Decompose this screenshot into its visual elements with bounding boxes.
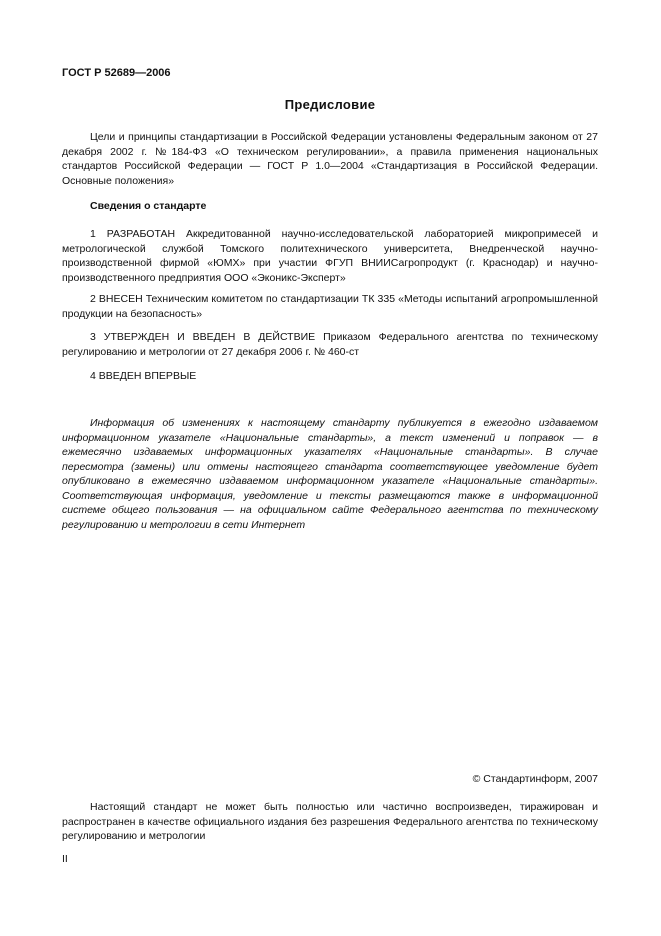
- document-code: ГОСТ Р 52689—2006: [62, 67, 171, 79]
- standard-info-item-2-text: 2 ВНЕСЕН Техническим комитетом по стандартизации ТК 335 «Методы испытаний агропромышленной продукции на безопасность»: [62, 293, 598, 320]
- page-title: Предисловие: [284, 97, 376, 112]
- copyright-line: © Стандартинформ, 2007: [472, 773, 598, 785]
- page-number: II: [62, 853, 68, 865]
- changes-info-notice-text: Информация об изменениях к настоящему стандарту публикуется в ежегодно издаваемом информационном указателе «Национальные стандарты», а текст изменений и поправок — в ежемесячно издаваемых информационных указателях «Национальные стандарты». В случае пересмотра (замены) или отмены настоящего стандарта соответствующее уведомление будет опубликовано в ежемесячно издаваемом информационном указателе «Национальные стандарты». Соответствующая информация, уведомление и тексты размещаются также в информационной системе общего пользования — на официальном сайте Федерального агентства по техническому регулированию и метрологии в сети Интернет: [62, 417, 598, 531]
- changes-info-notice: [62, 416, 598, 532]
- reproduction-notice-text: Настоящий стандарт не может быть полностью или частично воспроизведен, тиражирован и распространен в качестве официального издания без разрешения Федерального агентства по техническому регулированию и метрологии: [62, 801, 598, 842]
- standard-info-item-3: [62, 330, 598, 359]
- standard-info-item-1: [62, 227, 598, 285]
- aims-paragraph-text: Цели и принципы стандартизации в Российской Федерации установлены Федеральным законом от 27 декабря 2002 г. №184-ФЗ «О техническом регулировании», а правила применения национальных стандартов Российской Федерации — ГОСТ Р 1.0—2004 «Стандартизация в Российской Федерации. Основные положения»: [62, 131, 598, 187]
- reproduction-notice: [62, 800, 598, 844]
- standard-info-item-4: 4 ВВЕДЕН ВПЕРВЫЕ: [90, 370, 197, 382]
- aims-paragraph: [62, 130, 598, 188]
- standard-info-item-1-text: 1 РАЗРАБОТАН Аккредитованной научно-исследовательской лабораторией микропримесей и метрологической службой Томского политехнического университета, Внедренческой научно-производственной фирмой «ЮМХ» при участии ФГУП ВНИИСагропродукт (г. Краснодар) и научно-производственного предприятия ООО «Эконикс-Эксперт»: [62, 228, 598, 284]
- standard-info-item-3-text: 3 УТВЕРЖДЕН И ВВЕДЕН В ДЕЙСТВИЕ Приказом Федерального агентства по техническому регулированию и метрологии от 27 декабря 2006 г. № 460-ст: [62, 331, 598, 358]
- standard-info-heading: Сведения о стандарте: [90, 200, 207, 212]
- standard-info-item-2: [62, 292, 598, 321]
